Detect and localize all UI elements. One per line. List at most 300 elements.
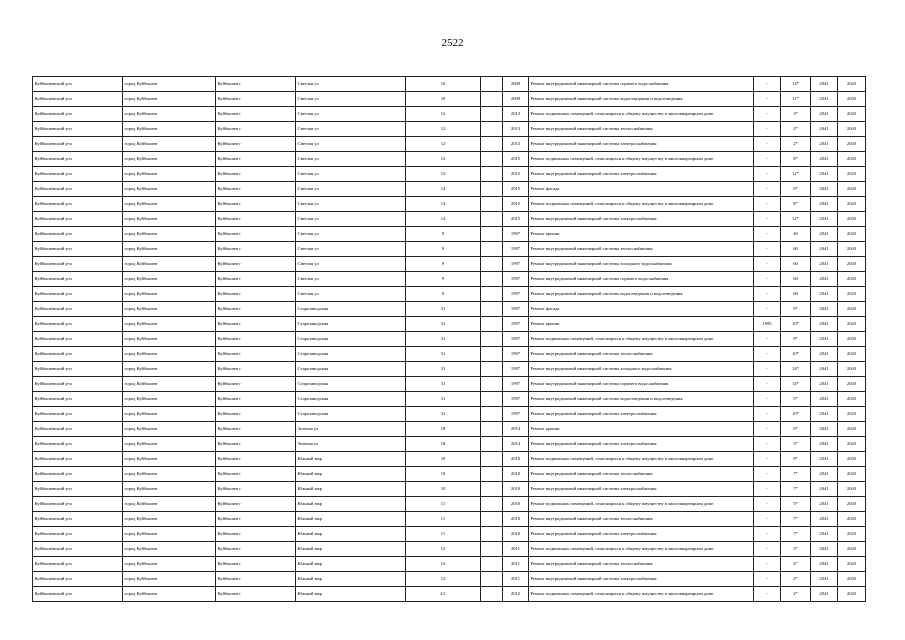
cell-plan-end-year: 2043 (838, 467, 866, 482)
cell-locality: Куйбышев г (216, 527, 296, 542)
cell-wear-percent: 2* (781, 122, 811, 137)
cell-district: Куйбышевский р-н (33, 302, 123, 317)
cell-wear-percent: 10* (781, 407, 811, 422)
table-row (33, 242, 866, 257)
table-row (33, 362, 866, 377)
table-row (33, 107, 866, 122)
cell-street: Старозаводская (296, 377, 406, 392)
table-row (33, 167, 866, 182)
table-row (33, 452, 866, 467)
cell-street: Светлая ул (296, 167, 406, 182)
cell-plan-start-year: 2041 (811, 152, 838, 167)
cell-locality: Куйбышев г (216, 377, 296, 392)
table-row (33, 497, 866, 512)
cell-last-repair-year: - (754, 212, 781, 227)
cell-locality: Куйбышев г (216, 392, 296, 407)
cell-house-number: 12 (406, 107, 481, 122)
cell-last-repair-year: - (754, 242, 781, 257)
cell-street: Светлая ул (296, 287, 406, 302)
cell-locality: Куйбышев г (216, 302, 296, 317)
cell-last-repair-year: - (754, 107, 781, 122)
cell-last-repair-year: - (754, 152, 781, 167)
cell-plan-end-year: 2043 (838, 167, 866, 182)
table-row (33, 482, 866, 497)
cell-work-type: Ремонт внутридомовой инженерной системы электроснабжения (529, 482, 754, 497)
cell-district: Куйбышевский р-н (33, 587, 123, 602)
table-row (33, 227, 866, 242)
cell-street: Старозаводская (296, 302, 406, 317)
cell-work-type: Ремонт внутридомовой инженерной системы холодного водоснабжения (529, 257, 754, 272)
cell-municipality: город Куйбышев (123, 272, 216, 287)
cell-work-type: Ремонт крыши (529, 317, 754, 332)
cell-district: Куйбышевский р-н (33, 242, 123, 257)
cell-work-type: Ремонт подвальных помещений, относящихся к общему имуществу в многоквартирном доме (529, 332, 754, 347)
cell-last-repair-year: - (754, 422, 781, 437)
cell-work-type: Ремонт внутридомовой инженерной системы теплоснабжения (529, 347, 754, 362)
cell-municipality: город Куйбышев (123, 497, 216, 512)
cell-municipality: город Куйбышев (123, 482, 216, 497)
cell-work-type: Ремонт подвальных помещений, относящихся к общему имуществу в многоквартирном доме (529, 497, 754, 512)
cell-district: Куйбышевский р-н (33, 182, 123, 197)
cell-plan-start-year: 2041 (811, 257, 838, 272)
table-row (33, 347, 866, 362)
cell-year-built: 1997 (503, 392, 529, 407)
cell-wear-percent: 10* (781, 317, 811, 332)
cell-building (481, 242, 503, 257)
cell-municipality: город Куйбышев (123, 452, 216, 467)
cell-building (481, 572, 503, 587)
cell-work-type: Ремонт подвальных помещений, относящихся к общему имуществу в многоквартирном доме (529, 587, 754, 602)
cell-locality: Куйбышев г (216, 437, 296, 452)
cell-municipality: город Куйбышев (123, 392, 216, 407)
table-row (33, 92, 866, 107)
cell-last-repair-year: - (754, 437, 781, 452)
cell-year-built: 1997 (503, 332, 529, 347)
cell-municipality: город Куйбышев (123, 512, 216, 527)
cell-year-built: 2011 (503, 542, 529, 557)
cell-plan-start-year: 2041 (811, 422, 838, 437)
cell-wear-percent: 9* (781, 332, 811, 347)
cell-street: Светлая ул (296, 92, 406, 107)
cell-last-repair-year: 1995 (754, 317, 781, 332)
cell-year-built: 2009 (503, 92, 529, 107)
cell-building (481, 527, 503, 542)
cell-last-repair-year: - (754, 377, 781, 392)
cell-wear-percent: 10* (781, 347, 811, 362)
cell-last-repair-year: - (754, 542, 781, 557)
table-row (33, 527, 866, 542)
cell-plan-end-year: 2043 (838, 242, 866, 257)
cell-house-number: 9 (406, 272, 481, 287)
cell-year-built: 2015 (503, 167, 529, 182)
cell-building (481, 542, 503, 557)
cell-municipality: город Куйбышев (123, 467, 216, 482)
cell-work-type: Ремонт подвальных помещений, относящихся к общему имуществу в многоквартирном доме (529, 542, 754, 557)
cell-street: Южный мкр (296, 497, 406, 512)
cell-last-repair-year: - (754, 407, 781, 422)
cell-locality: Куйбышев г (216, 107, 296, 122)
cell-building (481, 272, 503, 287)
cell-house-number: 10 (406, 482, 481, 497)
cell-house-number: 13 (406, 167, 481, 182)
cell-locality: Куйбышев г (216, 422, 296, 437)
cell-locality: Куйбышев г (216, 482, 296, 497)
cell-house-number: 12 (406, 557, 481, 572)
cell-plan-start-year: 2041 (811, 512, 838, 527)
cell-house-number: 10 (406, 77, 481, 92)
table-row (33, 152, 866, 167)
cell-street: Южный мкр (296, 557, 406, 572)
cell-work-type: Ремонт внутридомовой инженерной системы электроснабжения (529, 527, 754, 542)
cell-year-built: 2010 (503, 482, 529, 497)
cell-plan-end-year: 2043 (838, 452, 866, 467)
cell-district: Куйбышевский р-н (33, 137, 123, 152)
cell-street: Старозаводская (296, 332, 406, 347)
cell-year-built: 1997 (503, 347, 529, 362)
cell-wear-percent: 12* (781, 167, 811, 182)
cell-building (481, 407, 503, 422)
cell-work-type: Ремонт внутридомовой инженерной системы горячего водоснабжения (529, 377, 754, 392)
cell-municipality: город Куйбышев (123, 362, 216, 377)
cell-plan-start-year: 2041 (811, 467, 838, 482)
cell-year-built: 1997 (503, 377, 529, 392)
cell-locality: Куйбышев г (216, 317, 296, 332)
cell-plan-end-year: 2043 (838, 227, 866, 242)
cell-street: Светлая ул (296, 107, 406, 122)
cell-building (481, 137, 503, 152)
cell-plan-start-year: 2041 (811, 92, 838, 107)
cell-district: Куйбышевский р-н (33, 287, 123, 302)
cell-street: Светлая ул (296, 182, 406, 197)
cell-plan-end-year: 2043 (838, 257, 866, 272)
cell-building (481, 197, 503, 212)
cell-street: Южный мкр (296, 482, 406, 497)
cell-municipality: город Куйбышев (123, 197, 216, 212)
cell-year-built: 2013 (503, 107, 529, 122)
cell-building (481, 557, 503, 572)
cell-wear-percent: 9* (781, 452, 811, 467)
cell-wear-percent: 14* (781, 77, 811, 92)
cell-district: Куйбышевский р-н (33, 317, 123, 332)
cell-year-built: 2010 (503, 452, 529, 467)
cell-plan-start-year: 2041 (811, 107, 838, 122)
cell-locality: Куйбышев г (216, 362, 296, 377)
table-row (33, 182, 866, 197)
cell-work-type: Ремонт внутридомовой инженерной системы электроснабжения (529, 167, 754, 182)
cell-wear-percent: 2* (781, 137, 811, 152)
cell-plan-end-year: 2043 (838, 92, 866, 107)
cell-street: Зеленая ул (296, 437, 406, 452)
cell-wear-percent: 7* (781, 527, 811, 542)
cell-plan-end-year: 2043 (838, 332, 866, 347)
cell-locality: Куйбышев г (216, 167, 296, 182)
cell-district: Куйбышевский р-н (33, 467, 123, 482)
cell-building (481, 302, 503, 317)
cell-municipality: город Куйбышев (123, 347, 216, 362)
cell-municipality: город Куйбышев (123, 137, 216, 152)
cell-work-type: Ремонт внутридомовой инженерной системы холодного водоснабжения (529, 362, 754, 377)
cell-house-number: 31 (406, 362, 481, 377)
cell-plan-start-year: 2041 (811, 482, 838, 497)
cell-plan-end-year: 2043 (838, 482, 866, 497)
cell-building (481, 167, 503, 182)
cell-wear-percent: 5* (781, 497, 811, 512)
cell-municipality: город Куйбышев (123, 182, 216, 197)
cell-last-repair-year: - (754, 467, 781, 482)
cell-plan-end-year: 2043 (838, 527, 866, 542)
cell-district: Куйбышевский р-н (33, 497, 123, 512)
table-row (33, 137, 866, 152)
cell-wear-percent: 3* (781, 107, 811, 122)
cell-building (481, 362, 503, 377)
cell-house-number: 9 (406, 227, 481, 242)
cell-street: Старозаводская (296, 347, 406, 362)
cell-house-number: 10 (406, 452, 481, 467)
cell-district: Куйбышевский р-н (33, 167, 123, 182)
cell-street: Южный мкр (296, 587, 406, 602)
cell-municipality: город Куйбышев (123, 572, 216, 587)
cell-work-type: Ремонт фасада (529, 302, 754, 317)
cell-year-built: 2014 (503, 422, 529, 437)
cell-district: Куйбышевский р-н (33, 197, 123, 212)
cell-municipality: город Куйбышев (123, 287, 216, 302)
cell-year-built: 2012 (503, 587, 529, 602)
cell-district: Куйбышевский р-н (33, 557, 123, 572)
cell-plan-end-year: 2043 (838, 287, 866, 302)
cell-wear-percent: 9* (781, 302, 811, 317)
cell-district: Куйбышевский р-н (33, 437, 123, 452)
cell-district: Куйбышевский р-н (33, 347, 123, 362)
cell-district: Куйбышевский р-н (33, 362, 123, 377)
cell-plan-start-year: 2041 (811, 542, 838, 557)
table-row (33, 197, 866, 212)
cell-plan-start-year: 2041 (811, 392, 838, 407)
cell-plan-end-year: 2043 (838, 107, 866, 122)
cell-building (481, 332, 503, 347)
cell-plan-start-year: 2041 (811, 122, 838, 137)
cell-district: Куйбышевский р-н (33, 332, 123, 347)
cell-district: Куйбышевский р-н (33, 377, 123, 392)
cell-plan-end-year: 2043 (838, 272, 866, 287)
cell-last-repair-year: - (754, 92, 781, 107)
cell-locality: Куйбышев г (216, 92, 296, 107)
cell-wear-percent: 60 (781, 272, 811, 287)
cell-building (481, 92, 503, 107)
cell-work-type: Ремонт внутридомовой инженерной системы горячего водоснабжения (529, 272, 754, 287)
cell-building (481, 287, 503, 302)
cell-year-built: 2015 (503, 182, 529, 197)
cell-district: Куйбышевский р-н (33, 77, 123, 92)
cell-locality: Куйбышев г (216, 512, 296, 527)
cell-street: Старозаводская (296, 317, 406, 332)
cell-district: Куйбышевский р-н (33, 272, 123, 287)
cell-work-type: Ремонт внутридомовой инженерной системы водоотведения и водоотведения (529, 92, 754, 107)
cell-building (481, 227, 503, 242)
cell-plan-start-year: 2041 (811, 452, 838, 467)
cell-plan-end-year: 2043 (838, 152, 866, 167)
cell-municipality: город Куйбышев (123, 377, 216, 392)
cell-district: Куйбышевский р-н (33, 407, 123, 422)
cell-year-built: 2013 (503, 137, 529, 152)
cell-plan-start-year: 2041 (811, 212, 838, 227)
cell-locality: Куйбышев г (216, 272, 296, 287)
cell-building (481, 452, 503, 467)
cell-last-repair-year: - (754, 557, 781, 572)
cell-wear-percent: 5* (781, 392, 811, 407)
table-row (33, 332, 866, 347)
cell-street: Светлая ул (296, 197, 406, 212)
cell-municipality: город Куйбышев (123, 257, 216, 272)
cell-building (481, 317, 503, 332)
cell-plan-end-year: 2043 (838, 422, 866, 437)
cell-house-number: 31 (406, 377, 481, 392)
table-row (33, 317, 866, 332)
cell-wear-percent: 2* (781, 557, 811, 572)
cell-last-repair-year: - (754, 257, 781, 272)
table-row (33, 572, 866, 587)
cell-plan-start-year: 2041 (811, 137, 838, 152)
cell-wear-percent: 12* (781, 212, 811, 227)
cell-house-number: 31 (406, 392, 481, 407)
cell-plan-start-year: 2041 (811, 287, 838, 302)
cell-work-type: Ремонт внутридомовой инженерной системы электроснабжения (529, 572, 754, 587)
cell-plan-start-year: 2041 (811, 197, 838, 212)
table-row (33, 407, 866, 422)
cell-last-repair-year: - (754, 392, 781, 407)
table-row (33, 77, 866, 92)
cell-work-type: Ремонт внутридомовой инженерной системы теплоснабжения (529, 512, 754, 527)
cell-wear-percent: 60 (781, 257, 811, 272)
cell-last-repair-year: - (754, 167, 781, 182)
cell-locality: Куйбышев г (216, 572, 296, 587)
cell-year-built: 2013 (503, 122, 529, 137)
cell-plan-start-year: 2041 (811, 77, 838, 92)
cell-locality: Куйбышев г (216, 227, 296, 242)
cell-work-type: Ремонт внутридомовой инженерной системы горячего водоснабжения (529, 77, 754, 92)
cell-locality: Куйбышев г (216, 407, 296, 422)
cell-work-type: Ремонт подвальных помещений, относящихся к общему имуществу в многоквартирном доме (529, 152, 754, 167)
cell-plan-start-year: 2041 (811, 377, 838, 392)
cell-last-repair-year: - (754, 527, 781, 542)
cell-house-number: 14 (406, 212, 481, 227)
cell-plan-end-year: 2043 (838, 392, 866, 407)
cell-street: Светлая ул (296, 77, 406, 92)
cell-locality: Куйбышев г (216, 77, 296, 92)
cell-municipality: город Куйбышев (123, 302, 216, 317)
cell-wear-percent: 7* (781, 512, 811, 527)
cell-year-built: 2010 (503, 527, 529, 542)
cell-wear-percent: 60 (781, 287, 811, 302)
cell-year-built: 1997 (503, 317, 529, 332)
cell-last-repair-year: - (754, 362, 781, 377)
cell-plan-start-year: 2041 (811, 272, 838, 287)
cell-municipality: город Куйбышев (123, 152, 216, 167)
table-row (33, 512, 866, 527)
cell-house-number: 31 (406, 347, 481, 362)
cell-house-number: 18 (406, 422, 481, 437)
table-row (33, 422, 866, 437)
cell-year-built: 2010 (503, 512, 529, 527)
cell-district: Куйбышевский р-н (33, 572, 123, 587)
cell-plan-end-year: 2043 (838, 317, 866, 332)
cell-municipality: город Куйбышев (123, 242, 216, 257)
cell-plan-end-year: 2043 (838, 182, 866, 197)
cell-year-built: 1997 (503, 242, 529, 257)
cell-plan-end-year: 2043 (838, 302, 866, 317)
cell-house-number: 12 (406, 572, 481, 587)
cell-house-number: 9 (406, 287, 481, 302)
cell-street: Старозаводская (296, 392, 406, 407)
cell-year-built: 1997 (503, 257, 529, 272)
table-row (33, 212, 866, 227)
cell-municipality: город Куйбышев (123, 557, 216, 572)
cell-locality: Куйбышев г (216, 497, 296, 512)
cell-locality: Куйбышев г (216, 557, 296, 572)
cell-year-built: 2015 (503, 197, 529, 212)
cell-street: Светлая ул (296, 122, 406, 137)
cell-street: Зеленая ул (296, 422, 406, 437)
cell-building (481, 212, 503, 227)
cell-house-number: 11 (406, 497, 481, 512)
cell-wear-percent: 3* (781, 437, 811, 452)
cell-year-built: 2011 (503, 557, 529, 572)
cell-work-type: Ремонт подвальных помещений, относящихся к общему имуществу в многоквартирном доме (529, 452, 754, 467)
cell-plan-end-year: 2043 (838, 122, 866, 137)
cell-district: Куйбышевский р-н (33, 152, 123, 167)
cell-plan-end-year: 2043 (838, 407, 866, 422)
cell-district: Куйбышевский р-н (33, 482, 123, 497)
table-row (33, 467, 866, 482)
table-row (33, 257, 866, 272)
cell-municipality: город Куйбышев (123, 587, 216, 602)
cell-municipality: город Куйбышев (123, 317, 216, 332)
cell-building (481, 392, 503, 407)
table-row (33, 542, 866, 557)
cell-plan-end-year: 2043 (838, 77, 866, 92)
cell-wear-percent: 60 (781, 242, 811, 257)
cell-plan-start-year: 2041 (811, 527, 838, 542)
cell-year-built: 2009 (503, 77, 529, 92)
cell-municipality: город Куйбышев (123, 332, 216, 347)
cell-year-built: 1997 (503, 227, 529, 242)
cell-building (481, 182, 503, 197)
cell-last-repair-year: - (754, 122, 781, 137)
cell-locality: Куйбышев г (216, 467, 296, 482)
cell-work-type: Ремонт внутридомовой инженерной системы электроснабжения (529, 137, 754, 152)
cell-year-built: 1997 (503, 407, 529, 422)
table-row (33, 437, 866, 452)
cell-last-repair-year: - (754, 512, 781, 527)
cell-house-number: 11 (406, 512, 481, 527)
cell-plan-start-year: 2041 (811, 242, 838, 257)
cell-district: Куйбышевский р-н (33, 527, 123, 542)
cell-street: Светлая ул (296, 137, 406, 152)
cell-wear-percent: 2* (781, 587, 811, 602)
cell-municipality: город Куйбышев (123, 122, 216, 137)
cell-street: Светлая ул (296, 212, 406, 227)
cell-district: Куйбышевский р-н (33, 512, 123, 527)
cell-locality: Куйбышев г (216, 197, 296, 212)
cell-last-repair-year: - (754, 347, 781, 362)
cell-year-built: 2010 (503, 467, 529, 482)
cell-last-repair-year: - (754, 287, 781, 302)
cell-street: Южный мкр (296, 512, 406, 527)
cell-year-built: 2015 (503, 152, 529, 167)
cell-street: Старозаводская (296, 407, 406, 422)
cell-locality: Куйбышев г (216, 347, 296, 362)
cell-year-built: 2014 (503, 437, 529, 452)
cell-building (481, 377, 503, 392)
